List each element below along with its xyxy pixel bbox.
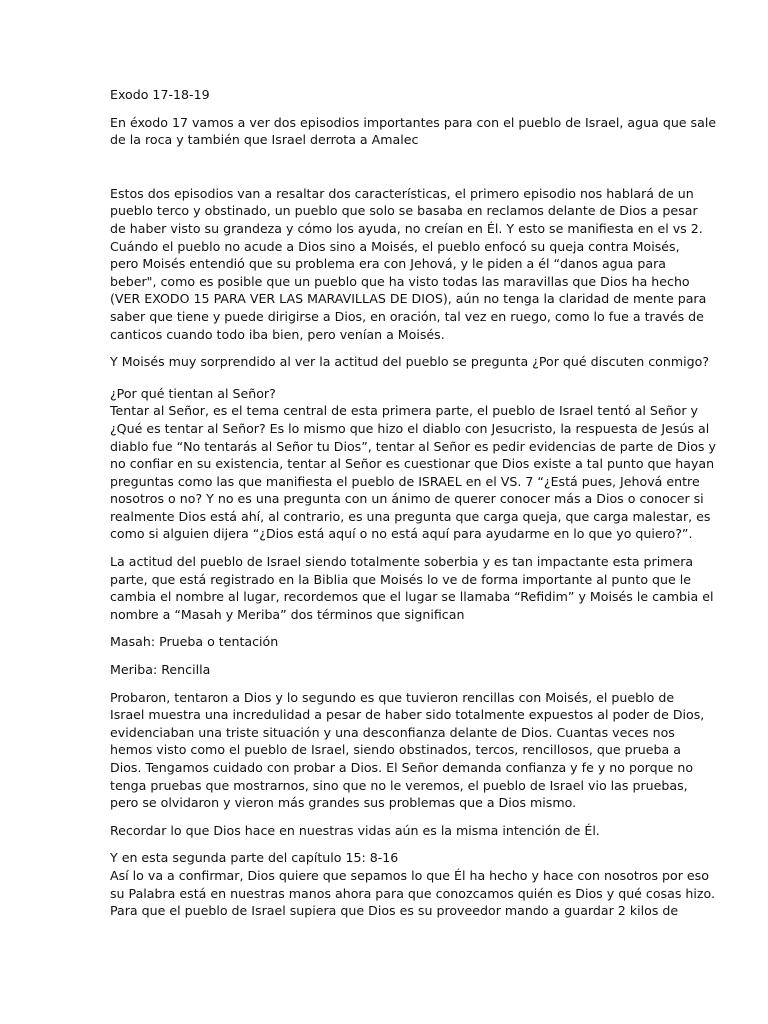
masah-definition: Masah: Prueba o tentación bbox=[110, 634, 279, 650]
paragraph-actitud: La actitud del pueblo de Israel siendo totalmente soberbia y es tan impactante esta primera parte, que está registrado en la Biblia que Moisés lo ve de forma importante al punto que le cambia el nombre al lugar, recordemos que el lugar se llamaba “Refidim” y Moisés le cambia el nombre a “Masah y Meriba” dos términos que significan bbox=[110, 554, 714, 622]
paragraph-probaron: Probaron, tentaron a Dios y lo segundo es que tuvieron rencillas con Moisés, el pueblo de Israel muestra una incredulidad a pesar de haber sido totalmente expuestos al poder de Dios, evidenciaban una triste situación y una desconfianza delante de Dios. Cuantas veces nos hemos visto como el pueblo de Israel, siendo obstinados, tercos, rencillosos, que prueba a Dios. Tengamos cuidado con probar a Dios. El Señor demanda confianza y fe y no porque no tenga pruebas que mostrarnos, sino que no le veremos, el pueblo de Israel vio las pruebas, pero se olvidaron y vieron más grandes sus problemas que a Dios mismo. bbox=[110, 689, 705, 811]
intro-paragraph: En éxodo 17 vamos a ver dos episodios importantes para con el pueblo de Israel, agua que sale de la roca y también que Israel derrota a Amalec bbox=[110, 114, 717, 148]
paragraph-episodes: Estos dos episodios van a resaltar dos características, el primero episodio nos hablará de un pueblo terco y obstinado, un pueblo que solo se basaba en reclamos delante de Dios a pesar de haber visto su grandeza y cómo los ayuda, no creían en Él. Y esto se manifiesta en el vs 2. Cuándo el pueblo no acude a Dios sino a Moisés, el pueblo enfocó su queja contra Moisés, pero Moisés entendió que su problema era con Jehová, y le piden a él “danos agua para beber", como es posible que un pueblo que ha visto todas las maravillas que Dios ha hecho (VER EXODO 15 PARA VER LAS MARAVILLAS DE DIOS), aún no tenga la claridad de mente para saber que tiene y puede dirigirse a Dios, en oración, tal vez en ruego, como lo fue a través de canticos cuando todo iba bien, pero venían a Moisés. bbox=[110, 185, 707, 342]
document-title: Exodo 17-18-19 bbox=[110, 87, 210, 102]
meriba-definition: Meriba: Rencilla bbox=[110, 662, 211, 678]
document-page bbox=[110, 86, 717, 920]
paragraph-segunda-parte: Y en esta segunda parte del capítulo 15: 8-16 Así lo va a confirmar, Dios quiere que sepamos lo que Él ha hecho y hace con nosotros por eso su Palabra está en nuestras manos ahora para que conozcamos quién es Dios y qué cosas hizo. Para que el pueblo de Israel supiera que Dios es su proveedor mando a guardar 2 kilos de bbox=[110, 850, 715, 919]
paragraph-tentar: ¿Por qué tientan al Señor? Tentar al Señor, es el tema central de esta primera parte, el pueblo de Israel tentó al Señor y ¿Qué es tentar al Señor? Es lo mismo que hizo el diablo con Jesucristo, la respuesta de Jesús al diablo fue “No tentarás al Señor tu Dios”, tentar al Señor es pedir evidencias de parte de Dios y no confiar en su existencia, tentar al Señor es cuestionar que Dios existe a tal punto que hayan preguntas como las que manifiesta el pueblo de ISRAEL en el VS. 7 “¿Está pues, Jehová entre nosotros o no? Y no es una pregunta con un ánimo de querer conocer más a Dios o conocer si realmente Dios está ahí, al contrario, es una pregunta que carga queja, que carga malestar, es como si alguien dijera “¿Dios está aquí o no está aquí para ayudarme en lo que yo quiero?”. bbox=[110, 385, 716, 542]
paragraph-moises-question: Y Moisés muy sorprendido al ver la actitud del pueblo se pregunta ¿Por qué discuten conmigo? bbox=[110, 354, 710, 370]
paragraph-recordar: Recordar lo que Dios hace en nuestras vidas aún es la misma intención de Él. bbox=[110, 822, 600, 838]
